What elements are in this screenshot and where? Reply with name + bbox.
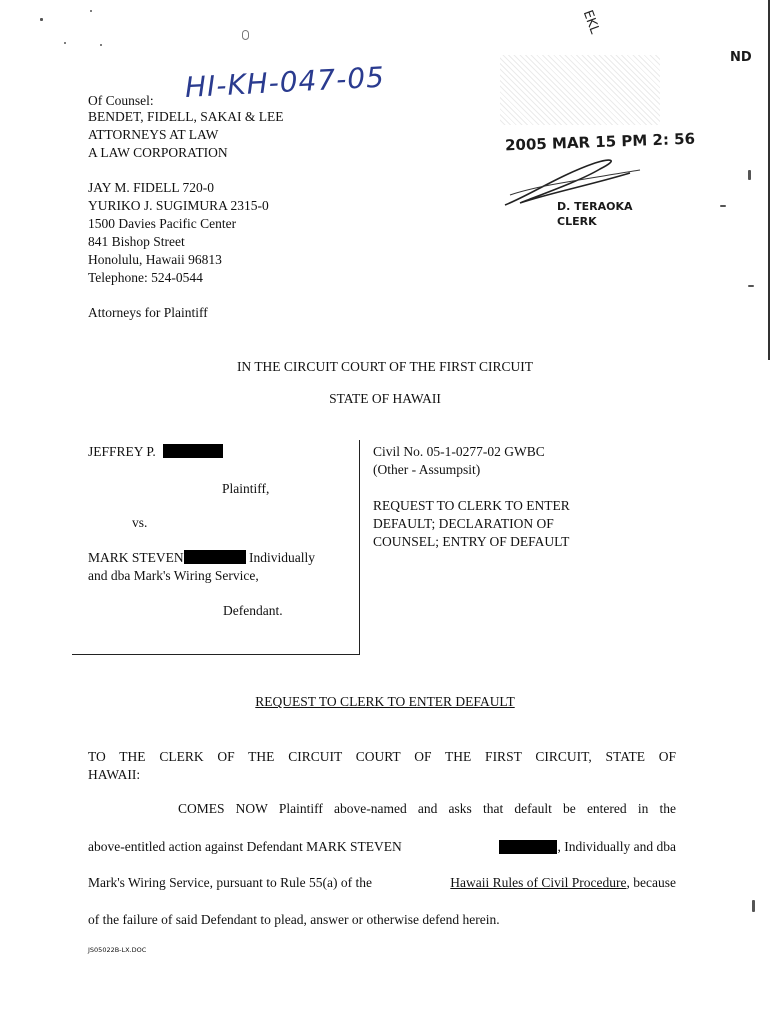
redaction-bar [184, 550, 246, 564]
paragraph-line-1: COMES NOW Plaintiff above-named and asks that default be entered in the [178, 801, 676, 816]
filing-stamp [495, 55, 696, 240]
doc-title-2: DEFAULT; DECLARATION OF [373, 516, 554, 531]
address-1: 1500 Davies Pacific Center [88, 216, 237, 231]
case-type: (Other - Assumpsit) [373, 462, 481, 477]
telephone: Telephone: 524-0544 [88, 270, 203, 285]
defendant-suffix: Individually [249, 550, 316, 565]
vs-label: vs. [132, 515, 148, 530]
scan-speck [720, 205, 726, 207]
rules-citation: Hawaii Rules of Civil Procedure [450, 875, 627, 890]
scan-speck [752, 900, 755, 912]
scan-speck [40, 18, 43, 21]
attorney-1: JAY M. FIDELL 720-0 [88, 180, 215, 195]
paragraph-line-2-suffix: , Individually and dba [557, 839, 676, 854]
paragraph-line-2 [88, 838, 676, 856]
corner-mark: ND [730, 50, 752, 65]
paragraph-line-3-start: Mark's Wiring Service, pursuant to Rule 55(a) of the [88, 875, 372, 890]
paragraph-line-2-start: above-entitled action against Defendant MARK STEVEN [88, 839, 402, 854]
court-name: IN THE CIRCUIT COURT OF THE FIRST CIRCUIT [236, 359, 534, 374]
top-mark: EKL [579, 8, 603, 36]
defendant-name [88, 549, 315, 567]
paragraph-line-3-suffix: , because [626, 875, 676, 890]
defendant-name-text: MARK STEVEN [88, 550, 184, 565]
stamp-date: 2005 MAR 15 PM 2: 56 [504, 129, 696, 155]
firm-line-2: ATTORNEYS AT LAW [88, 127, 219, 142]
plaintiff-label: Plaintiff, [222, 481, 270, 496]
paragraph-line-3 [88, 874, 676, 892]
stamp-clerk-name: D. TERAOKA [557, 200, 633, 213]
of-counsel: Of Counsel: [88, 93, 154, 108]
court-state: STATE OF HAWAII [329, 391, 441, 406]
firm-line-3: A LAW CORPORATION [88, 145, 228, 160]
scan-speck [90, 10, 92, 12]
paragraph-line-3-end [450, 874, 676, 892]
address-3: Honolulu, Hawaii 96813 [88, 252, 222, 267]
stamp-clerk-title: CLERK [557, 215, 597, 228]
scan-speck [242, 30, 249, 40]
doc-title-1: REQUEST TO CLERK TO ENTER [373, 498, 570, 513]
attorneys-for: Attorneys for Plaintiff [88, 305, 208, 320]
scan-speck [100, 44, 102, 46]
scan-speck [64, 42, 66, 44]
attorney-2: YURIKO J. SUGIMURA 2315-0 [88, 198, 269, 213]
footer-doc-code: JS05022B-LX.DOC [88, 946, 147, 954]
firm-name: BENDET, FIDELL, SAKAI & LEE [88, 109, 284, 124]
defendant-dba: and dba Mark's Wiring Service, [88, 568, 259, 583]
redaction-bar [163, 444, 223, 458]
plaintiff-name-text: JEFFREY P. [88, 444, 156, 459]
defendant-label: Defendant. [223, 603, 283, 618]
caption-bottom-rule [72, 654, 360, 655]
civil-number: Civil No. 05-1-0277-02 GWBC [373, 444, 545, 459]
stamp-smudge [500, 55, 660, 125]
paragraph-line-4: of the failure of said Defendant to plead, answer or otherwise defend herein. [88, 912, 500, 927]
address-line-2: HAWAII: [88, 767, 141, 782]
address-2: 841 Bishop Street [88, 234, 185, 249]
plaintiff-name [88, 443, 223, 461]
redaction-bar [499, 840, 557, 854]
scan-speck [748, 285, 754, 287]
section-heading: REQUEST TO CLERK TO ENTER DEFAULT [255, 694, 515, 709]
doc-title-3: COUNSEL; ENTRY OF DEFAULT [373, 534, 570, 549]
scan-speck [748, 170, 751, 180]
paragraph-line-2-end [499, 838, 676, 856]
handwritten-case-number: HI-KH-047-05 [184, 60, 386, 104]
caption-vertical-rule [359, 440, 360, 655]
address-line-1: TO THE CLERK OF THE CIRCUIT COURT OF THE FIRST CIRCUIT, STATE OF [88, 749, 676, 764]
